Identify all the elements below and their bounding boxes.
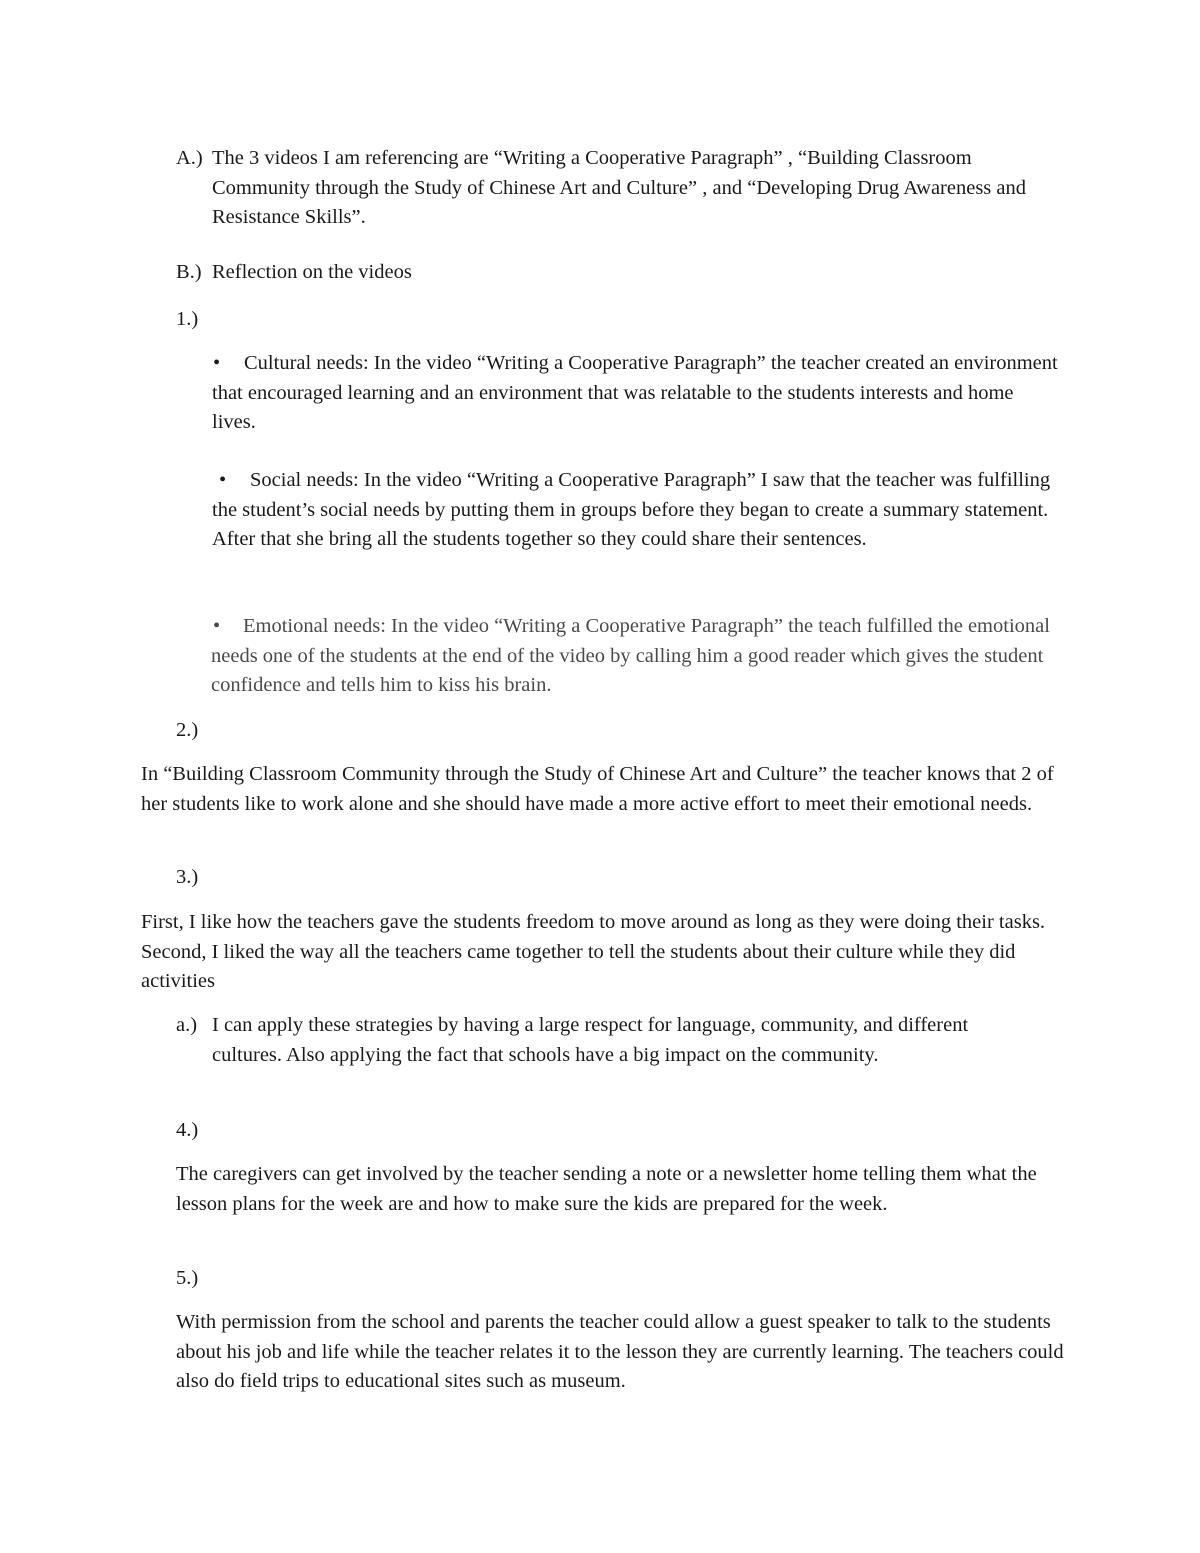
bullet-icon: • [219, 469, 227, 491]
item-3-text: First, I like how the teachers gave the students freedom to move around as long as they were doing their tasks. Second, I liked the way all the teachers came together to tell the students about their culture while they did activities [141, 911, 1046, 992]
section-b-marker: B.) [176, 261, 202, 283]
item-3a-text: I can apply these strategies by having a large respect for language, community, and different cultures. Also applying the fact that schools have a big impact on the community. [212, 1014, 969, 1066]
section-a-marker: A.) [176, 147, 203, 169]
emotional-needs-text: Emotional needs: In the video “Writing a Cooperative Paragraph” the teach fulfilled the emotional needs one of the students at the end of the video by calling him a good reader which gives the student confidence and tells him to kiss his brain. [211, 615, 1050, 696]
section-b-text: Reflection on the videos [212, 261, 412, 283]
item-2-marker: 2.) [176, 719, 199, 741]
item-5-marker: 5.) [176, 1267, 199, 1289]
social-needs-text: Social needs: In the video “Writing a Cooperative Paragraph” I saw that the teacher was fulfilling the student’s social needs by putting them in groups before they began to create a summary statement. After that she bring all the students together so they could share their sentences. [212, 469, 1051, 550]
item-4-marker: 4.) [176, 1119, 199, 1141]
item-3a-marker: a.) [176, 1014, 198, 1036]
cultural-needs-text: Cultural needs: In the video “Writing a Cooperative Paragraph” the teacher created an environment that encouraged learning and an environment that was relatable to the students interests and home lives. [212, 352, 1058, 433]
bullet-icon: • [213, 615, 221, 637]
item-5-text: With permission from the school and parents the teacher could allow a guest speaker to talk to the students about his job and life while the teacher relates it to the lesson they are currently learning. The teachers could also do field trips to educational sites such as museum. [176, 1311, 1064, 1392]
item-3-marker: 3.) [176, 866, 199, 888]
item-2-text: In “Building Classroom Community through the Study of Chinese Art and Culture” the teacher knows that 2 of her students like to work alone and she should have made a more active effort to meet their emotional needs. [141, 763, 1054, 815]
section-a-text: The 3 videos I am referencing are “Writing a Cooperative Paragraph” , “Building Classroom Community through the Study of Chinese Art and Culture” , and “Developing Drug Awareness and Resistance Skills”. [212, 147, 1026, 228]
item-4-text: The caregivers can get involved by the teacher sending a note or a newsletter home telling them what the lesson plans for the week are and how to make sure the kids are prepared for the week. [176, 1163, 1037, 1215]
item-1-marker: 1.) [176, 308, 199, 330]
bullet-icon: • [213, 352, 221, 374]
